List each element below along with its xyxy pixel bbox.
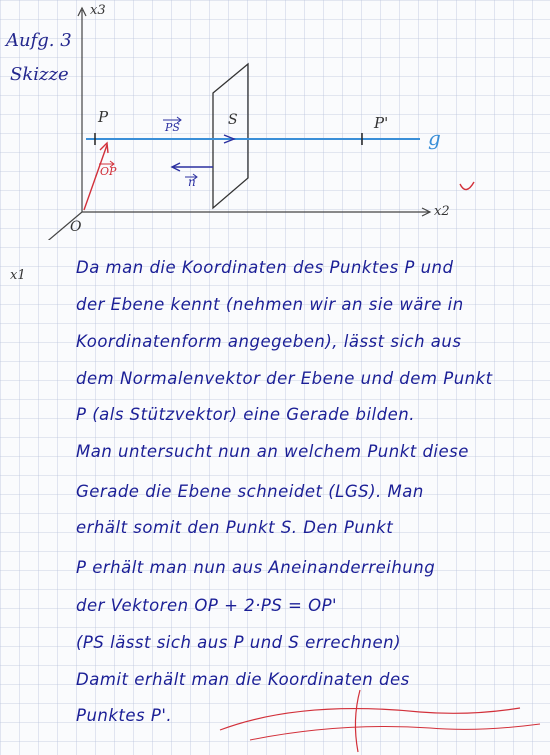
x2-label: x2 <box>434 204 450 219</box>
x1-label: x1 <box>10 268 26 283</box>
plane-e <box>213 64 248 208</box>
correction-mark <box>460 182 474 190</box>
x3-label: x3 <box>90 3 106 18</box>
correction-signature <box>0 680 550 755</box>
coordinate-sketch <box>0 0 550 240</box>
text-line: P erhält man nun aus Aneinanderreihung <box>76 558 436 577</box>
vector-n-label: n <box>188 175 196 189</box>
text-line: dem Normalenvektor der Ebene und dem Punkt <box>76 369 493 388</box>
origin-label: O <box>70 219 82 235</box>
point-p-label: P <box>98 108 109 126</box>
point-s-label: S <box>228 112 238 128</box>
text-line: der Vektoren OP + 2·PS = OP' <box>76 596 338 615</box>
vector-ps-label: PS <box>165 121 180 134</box>
text-line: Gerade die Ebene schneidet (LGS). Man <box>76 482 424 501</box>
text-line: der Ebene kennt (nehmen wir an sie wäre in <box>76 295 464 314</box>
task-label: Aufg. 3 <box>6 30 72 51</box>
vector-op-label: OP <box>100 165 117 178</box>
text-line: (PS lässt sich aus P und S errechnen) <box>76 633 402 652</box>
text-line: Damit erhält man die Koordinaten des <box>76 670 410 689</box>
text-line: Koordinatenform angegeben), lässt sich aus <box>76 332 462 351</box>
text-line: Da man die Koordinaten des Punktes P und <box>76 258 454 277</box>
sketch-subtitle: Skizze <box>10 64 69 85</box>
point-p-prime-label: P' <box>374 114 389 132</box>
text-line: Punktes P'. <box>76 706 173 725</box>
line-g-label: g <box>428 126 441 150</box>
text-line: Man untersucht nun an welchem Punkt diese <box>76 442 469 461</box>
text-line: P (als Stützvektor) eine Gerade bilden. <box>76 405 415 424</box>
text-line: erhält somit den Punkt S. Den Punkt <box>76 518 394 537</box>
